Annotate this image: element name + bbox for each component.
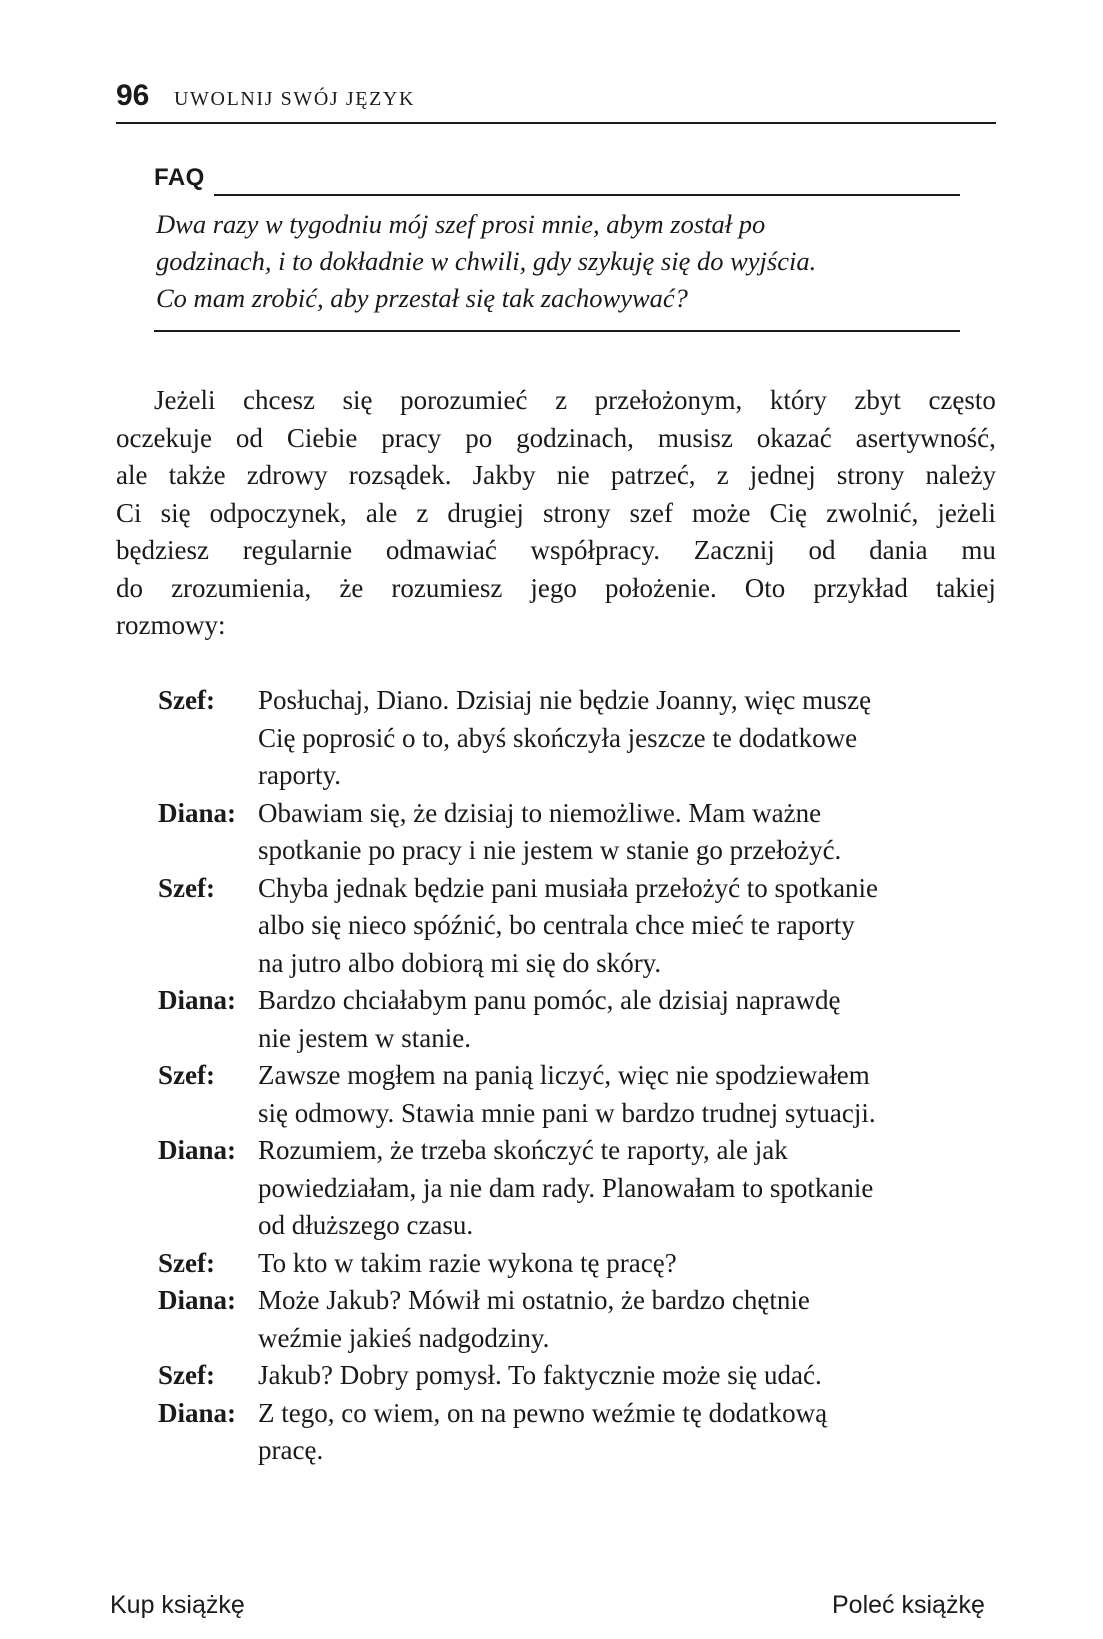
dialogue-line: Cię poprosić o to, abyś skończyła jeszcze te dodatkowe — [258, 722, 858, 753]
dialogue-line: weźmie jakieś nadgodziny. — [258, 1322, 550, 1353]
word: porozumieć — [400, 385, 528, 415]
dialogue-line: Z tego, co wiem, on na pewno weźmie tę dodatkową — [258, 1397, 828, 1428]
dialogue-line: Posłuchaj, Diano. Dzisiaj nie będzie Joanny, więc muszę — [258, 685, 872, 715]
word: patrzeć, — [610, 460, 696, 490]
dialogue-text — [258, 1357, 988, 1395]
body-paragraph — [116, 382, 996, 645]
dialogue-line: Bardzo chciałabym panu pomóc, ale dzisiaj naprawdę — [258, 985, 841, 1015]
dialogue-turn — [158, 1057, 988, 1132]
speaker-label: Szef: — [158, 1247, 215, 1278]
faq-question-line: Co mam zrobić, aby przestał się tak zachowywać? — [156, 283, 688, 313]
word: Ciebie — [286, 422, 358, 453]
page-number: 96 — [116, 79, 150, 112]
dialogue-line: To kto w takim razie wykona tę pracę? — [258, 1247, 677, 1278]
word: musisz — [657, 422, 733, 453]
dialogue-turn — [158, 682, 988, 795]
word: asertywność, — [855, 422, 996, 453]
dialogue-text — [258, 1132, 988, 1245]
word: Ci — [116, 497, 142, 528]
dialogue — [158, 682, 988, 1470]
word: oczekuje — [116, 422, 212, 453]
dialogue-text — [258, 1282, 988, 1357]
faq-question-line: godzinach, i to dokładnie w chwili, gdy szykuję się do wyjścia. — [156, 246, 817, 276]
paragraph-line-text: rozmowy: — [116, 610, 226, 640]
word: należy — [925, 460, 996, 490]
dialogue-line: od dłuższego czasu. — [258, 1210, 474, 1240]
paragraph-line — [116, 382, 996, 420]
word: takiej — [935, 572, 996, 603]
word: jednej — [749, 460, 816, 490]
word: Cię — [769, 497, 808, 528]
word: pracy — [381, 422, 442, 453]
dialogue-line: raporty. — [258, 760, 341, 790]
word: Zacznij — [693, 535, 775, 565]
speaker-label: Diana: — [158, 1285, 237, 1315]
speaker-label: Szef: — [158, 685, 215, 715]
word: szef — [629, 497, 673, 528]
paragraph-line — [116, 607, 996, 645]
word: ale — [365, 497, 398, 528]
word: przełożonym, — [594, 385, 743, 415]
word: będziesz — [116, 535, 209, 565]
word: położenie. — [605, 572, 717, 603]
dialogue-turn — [158, 1245, 988, 1283]
dialogue-line: albo się nieco spóźnić, bo centrala chce mieć te raporty — [258, 910, 855, 940]
word: okazać — [756, 422, 832, 453]
word: nie — [556, 460, 590, 490]
word: jego — [530, 572, 577, 603]
speaker-label: Diana: — [158, 797, 237, 828]
dialogue-line: Chyba jednak będzie pani musiała przełożyć to spotkanie — [258, 872, 879, 903]
word: zdrowy — [246, 460, 328, 490]
word: chcesz — [243, 385, 315, 415]
buy-book-link[interactable]: Kup książkę — [110, 1591, 245, 1619]
dialogue-turn — [158, 1132, 988, 1245]
faq-question — [156, 206, 962, 317]
word: odmawiać — [385, 535, 497, 565]
word: Jeżeli — [154, 385, 216, 415]
word: że — [339, 572, 364, 603]
word: także — [168, 460, 226, 490]
word: od — [235, 422, 263, 453]
dialogue-line: na jutro albo dobiorą mi się do skóry. — [258, 947, 662, 978]
dialogue-line: Zawsze mogłem na panią liczyć, więc nie spodziewałem — [258, 1060, 870, 1090]
word: strony — [836, 460, 905, 490]
word: Oto — [744, 572, 786, 603]
word: dania — [869, 535, 928, 565]
dialogue-line: powiedziałam, ja nie dam rady. Planowałam to spotkanie — [258, 1172, 874, 1203]
dialogue-turn — [158, 795, 988, 870]
dialogue-text — [258, 1395, 988, 1470]
dialogue-line: Obawiam się, że dzisiaj to niemożliwe. Mam ważne — [258, 797, 822, 828]
word: się — [342, 385, 373, 415]
dialogue-turn — [158, 1395, 988, 1470]
speaker-label: Szef: — [158, 1360, 215, 1390]
word: do — [116, 572, 143, 603]
paragraph-line — [116, 495, 996, 533]
dialogue-text — [258, 682, 988, 795]
paragraph-line — [116, 457, 996, 495]
dialogue-line: pracę. — [258, 1435, 324, 1465]
word: drugiej — [447, 497, 524, 528]
speaker-label: Diana: — [158, 1397, 237, 1428]
word: współpracy. — [530, 535, 661, 565]
dialogue-line: nie jestem w stanie. — [258, 1022, 471, 1053]
word: ale — [116, 460, 148, 490]
speaker-label: Diana: — [158, 985, 237, 1015]
speaker-label: Szef: — [158, 872, 215, 903]
book-title: UWOLNIJ SWÓJ JĘZYK — [174, 88, 415, 110]
word: który — [769, 385, 827, 415]
dialogue-text — [258, 982, 988, 1057]
paragraph-line — [116, 532, 996, 570]
faq-bottom-rule — [154, 330, 960, 332]
word: odpoczynek, — [209, 497, 347, 528]
word: zbyt — [854, 385, 901, 415]
word: z — [555, 385, 568, 415]
paragraph-line — [116, 420, 996, 458]
dialogue-line: spotkanie po pracy i nie jestem w stanie go przełożyć. — [258, 835, 842, 865]
word: może — [692, 497, 751, 528]
word: mu — [961, 535, 996, 565]
word: godzinach, — [516, 422, 634, 453]
word: jeżeli — [937, 497, 996, 528]
word: zwolnić, — [826, 497, 919, 528]
header-rule — [116, 122, 996, 124]
dialogue-line: Jakub? Dobry pomysł. To faktycznie może się udać. — [258, 1360, 822, 1390]
running-head — [116, 78, 996, 120]
dialogue-text — [258, 1057, 988, 1132]
faq-question-line: Dwa razy w tygodniu mój szef prosi mnie, abym został po — [156, 209, 766, 239]
dialogue-text — [258, 1245, 988, 1283]
dialogue-line: Może Jakub? Mówił mi ostatnio, że bardzo chętnie — [258, 1285, 810, 1315]
dialogue-line: Rozumiem, że trzeba skończyć te raporty, ale jak — [258, 1135, 788, 1165]
word: od — [808, 535, 836, 565]
dialogue-turn — [158, 982, 988, 1057]
word: rozsądek. — [348, 460, 452, 490]
dialogue-text — [258, 795, 988, 870]
word: się — [160, 497, 191, 528]
word: po — [465, 422, 493, 453]
word: z — [716, 460, 729, 490]
word: rozumiesz — [391, 572, 503, 603]
faq-top-rule — [214, 194, 960, 196]
recommend-book-link[interactable]: Poleć książkę — [832, 1591, 985, 1619]
dialogue-turn — [158, 870, 988, 983]
speaker-label: Szef: — [158, 1060, 215, 1090]
paragraph-line — [116, 570, 996, 608]
dialogue-turn — [158, 1357, 988, 1395]
word: zrozumienia, — [171, 572, 312, 603]
faq-label: FAQ — [154, 164, 205, 191]
word: często — [928, 385, 996, 415]
word: strony — [542, 497, 611, 528]
dialogue-turn — [158, 1282, 988, 1357]
dialogue-line: się odmowy. Stawia mnie pani w bardzo trudnej sytuacji. — [258, 1097, 876, 1128]
word: regularnie — [242, 535, 353, 565]
word: Jakby — [472, 460, 536, 490]
word: przykład — [813, 572, 908, 603]
dialogue-text — [258, 870, 988, 983]
speaker-label: Diana: — [158, 1135, 237, 1165]
word: z — [416, 497, 429, 528]
